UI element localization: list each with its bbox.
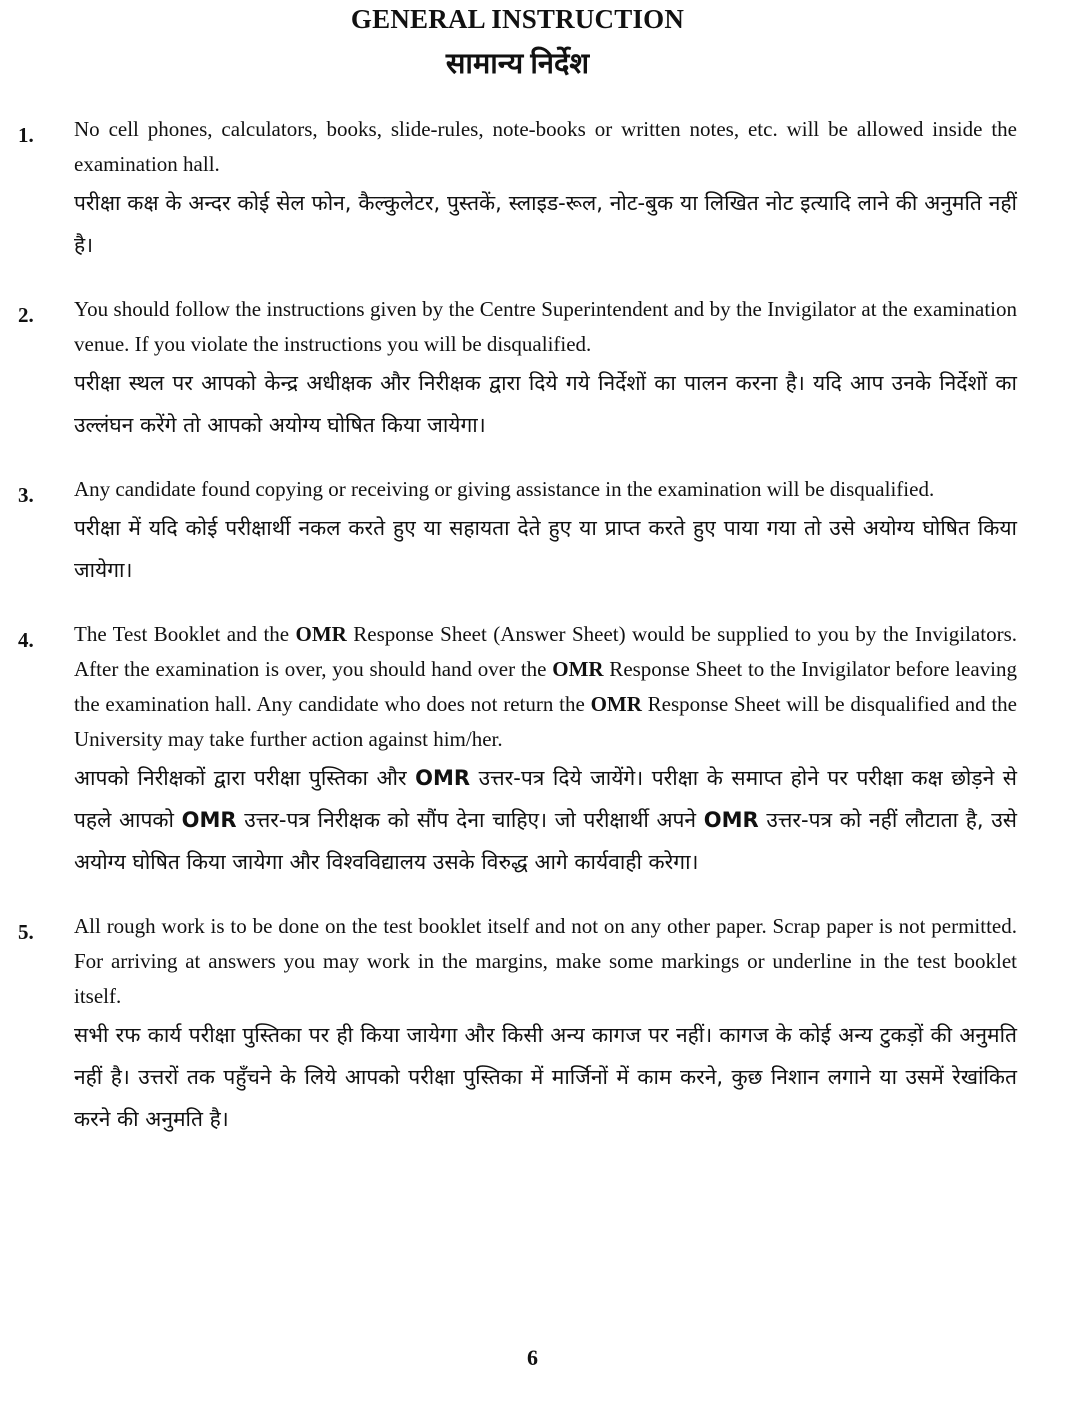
- instruction-text-english: You should follow the instructions given by the Centre Superintendent and by the Invigilator at the examination venue. If you violate the instructions you will be disqualified.: [74, 297, 1017, 356]
- instruction-item-1: [18, 112, 1017, 266]
- instruction-number: 1.: [18, 123, 34, 147]
- instruction-text-english: No cell phones, calculators, books, slide-rules, note-books or written notes, etc. will be allowed inside the examination hall.: [74, 117, 1017, 176]
- text-segment: उत्तर-पत्र को नहीं लौटाता है, उसे अयोग्य घोषित किया जायेगा और विश्वविद्यालय उसके विरुद्ध आगे कार्यवाही करेगा।: [74, 808, 1017, 874]
- instruction-text-hindi: परीक्षा कक्ष के अन्दर कोई सेल फोन, कैल्कुलेटर, पुस्तकें, स्लाइड-रूल, नोट-बुक या लिखित नोट इत्यादि लाने की अनुमति नहीं है।: [74, 191, 1017, 257]
- page-number: 6: [527, 1345, 538, 1370]
- page-subtitle-hindi: सामान्य निर्देश: [445, 48, 590, 80]
- text-segment: उत्तर-पत्र निरीक्षक को सौंप देना चाहिए। जो परीक्षार्थी अपने: [236, 808, 704, 832]
- omr-term: OMR: [590, 692, 642, 716]
- omr-term: OMR: [415, 766, 471, 790]
- instruction-content: [74, 617, 1017, 883]
- instruction-item-4: [18, 617, 1017, 883]
- instruction-text-hindi: परीक्षा स्थल पर आपको केन्द्र अधीक्षक और निरीक्षक द्वारा दिये गये निर्देशों का पालन करना है। यदि आप उनके निर्देशों का उल्लंघन करेंगे तो आपको अयोग्य घोषित किया जायेगा।: [74, 371, 1017, 437]
- omr-term: OMR: [181, 808, 237, 832]
- instruction-content: [74, 909, 1017, 1140]
- omr-term: OMR: [295, 622, 347, 646]
- instruction-content: [74, 472, 1017, 591]
- instruction-text-english: Any candidate found copying or receiving or giving assistance in the examination will be disqualified.: [74, 477, 935, 501]
- text-segment: The Test Booklet and the: [74, 622, 296, 646]
- instruction-item-5: [18, 909, 1017, 1140]
- instruction-text-english: All rough work is to be done on the test booklet itself and not on any other paper. Scrap paper is not permitted. For arriving at answers you may work in the margins, make some markings or underline in the test booklet itself.: [74, 914, 1017, 1008]
- page-title: GENERAL INSTRUCTION: [350, 4, 685, 34]
- instruction-content: [74, 292, 1017, 446]
- instruction-number: 3.: [18, 483, 34, 507]
- text-segment: Response Sheet to the Invigilator before leaving the examination hall. Any candidate who does not return the: [74, 657, 1017, 716]
- instruction-list: [18, 112, 1017, 1140]
- text-segment: Response Sheet will be disqualified and the University may take further action against him/her.: [74, 692, 1017, 751]
- text-segment: Response Sheet (Answer Sheet) would be supplied to you by the Invigilators. After the examination is over, you should hand over the: [74, 622, 1017, 681]
- instruction-number: 4.: [18, 628, 34, 652]
- instruction-text-hindi: परीक्षा में यदि कोई परीक्षार्थी नकल करते हुए या सहायता देते हुए या प्राप्त करते हुए पाया गया तो उसे अयोग्य घोषित किया जायेगा।: [74, 516, 1017, 582]
- text-segment: उत्तर-पत्र दिये जायेंगे। परीक्षा के समाप्त होने पर परीक्षा कक्ष छोड़ने से पहले आपको: [74, 766, 1017, 832]
- omr-term: OMR: [703, 808, 759, 832]
- instruction-text-hindi: सभी रफ कार्य परीक्षा पुस्तिका पर ही किया जायेगा और किसी अन्य कागज पर नहीं। कागज के कोई अन्य टुकड़ों की अनुमति नहीं है। उत्तरों तक पहुँचने के लिये आपको परीक्षा पुस्तिका में मार्जिनों में काम करने, कुछ निशान लगाने या उसमें रेखांकित करने की अनुमति है।: [74, 1023, 1017, 1131]
- instruction-text-english: [74, 617, 1017, 757]
- instruction-item-2: [18, 292, 1017, 446]
- text-segment: आपको निरीक्षकों द्वारा परीक्षा पुस्तिका और: [74, 766, 416, 790]
- instruction-content: [74, 112, 1017, 266]
- instruction-number: 5.: [18, 920, 34, 944]
- instruction-number: 2.: [18, 303, 34, 327]
- instruction-text-hindi: [74, 757, 1017, 883]
- instruction-item-3: [18, 472, 1017, 591]
- omr-term: OMR: [552, 657, 604, 681]
